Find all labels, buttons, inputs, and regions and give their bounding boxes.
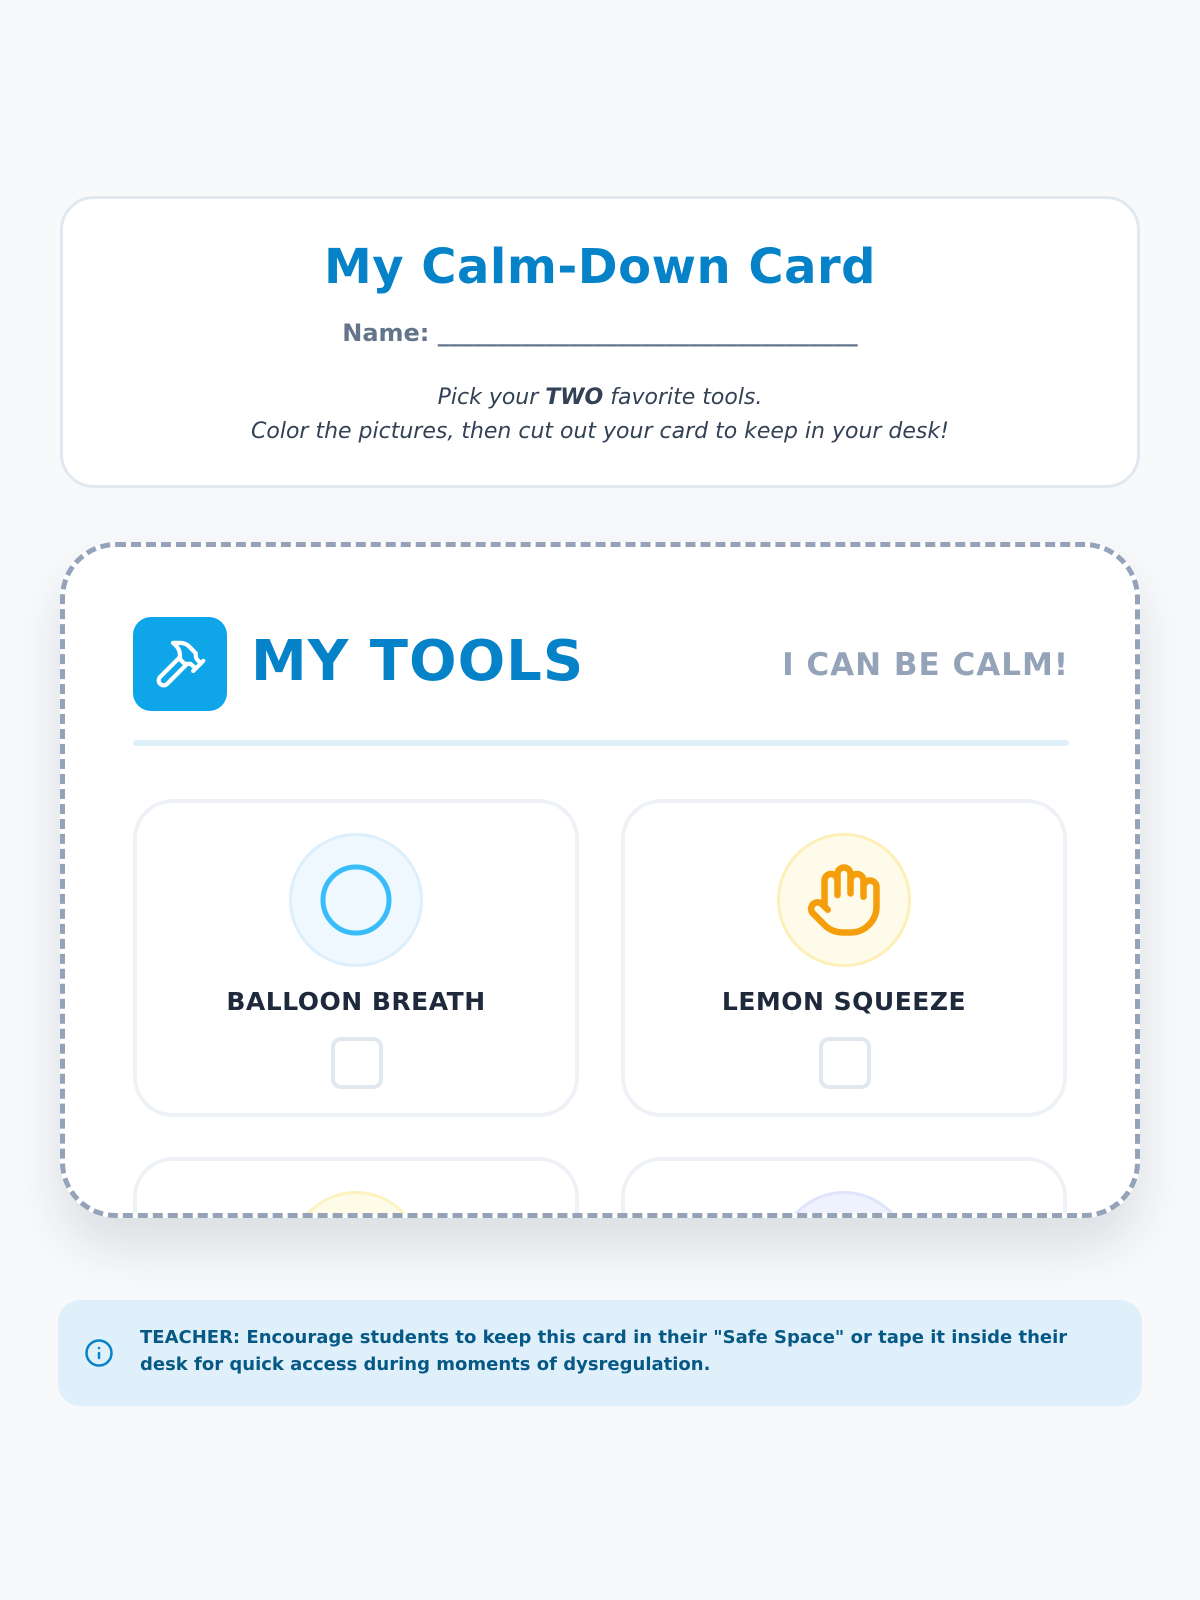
tool-checkbox[interactable] xyxy=(331,1037,383,1089)
hammer-icon xyxy=(133,617,227,711)
tool-option-3[interactable] xyxy=(133,1157,579,1218)
instruction-suffix: favorite tools. xyxy=(603,385,763,410)
calm-down-card xyxy=(60,542,1140,1218)
tool-label: BALLOON BREATH xyxy=(226,987,486,1016)
instruction-line-2: Color the pictures, then cut out your card to keep in your desk! xyxy=(251,419,949,444)
circle-icon xyxy=(316,860,396,940)
tool-icon-badge xyxy=(289,833,423,967)
tool-label: LEMON SQUEEZE xyxy=(721,987,967,1016)
tool-option-4[interactable] xyxy=(621,1157,1067,1218)
teacher-note xyxy=(58,1300,1142,1406)
info-icon xyxy=(84,1338,114,1368)
tool-option-lemon-squeeze[interactable] xyxy=(621,799,1067,1117)
instruction-emphasis: TWO xyxy=(545,385,604,410)
instruction-prefix: Pick your xyxy=(437,385,546,410)
page-title: My Calm-Down Card xyxy=(324,239,876,295)
tool-option-balloon-breath[interactable] xyxy=(133,799,579,1117)
header-card xyxy=(60,196,1140,488)
teacher-note-text: TEACHER: Encourage students to keep this card in their "Safe Space" or tape it inside their desk for quick access during moments of dysregulation. xyxy=(140,1327,1068,1375)
instructions xyxy=(63,381,1137,449)
card-title: MY TOOLS xyxy=(251,629,585,694)
tool-icon-badge xyxy=(777,1191,911,1218)
card-subtitle: I CAN BE CALM! xyxy=(782,647,1069,683)
tool-icon-badge xyxy=(289,1191,423,1218)
tool-checkbox[interactable] xyxy=(819,1037,871,1089)
tool-icon-badge xyxy=(777,833,911,967)
hand-icon xyxy=(805,861,883,939)
card-divider xyxy=(133,740,1069,746)
name-field-line: Name: ___________________________________ xyxy=(342,319,858,347)
